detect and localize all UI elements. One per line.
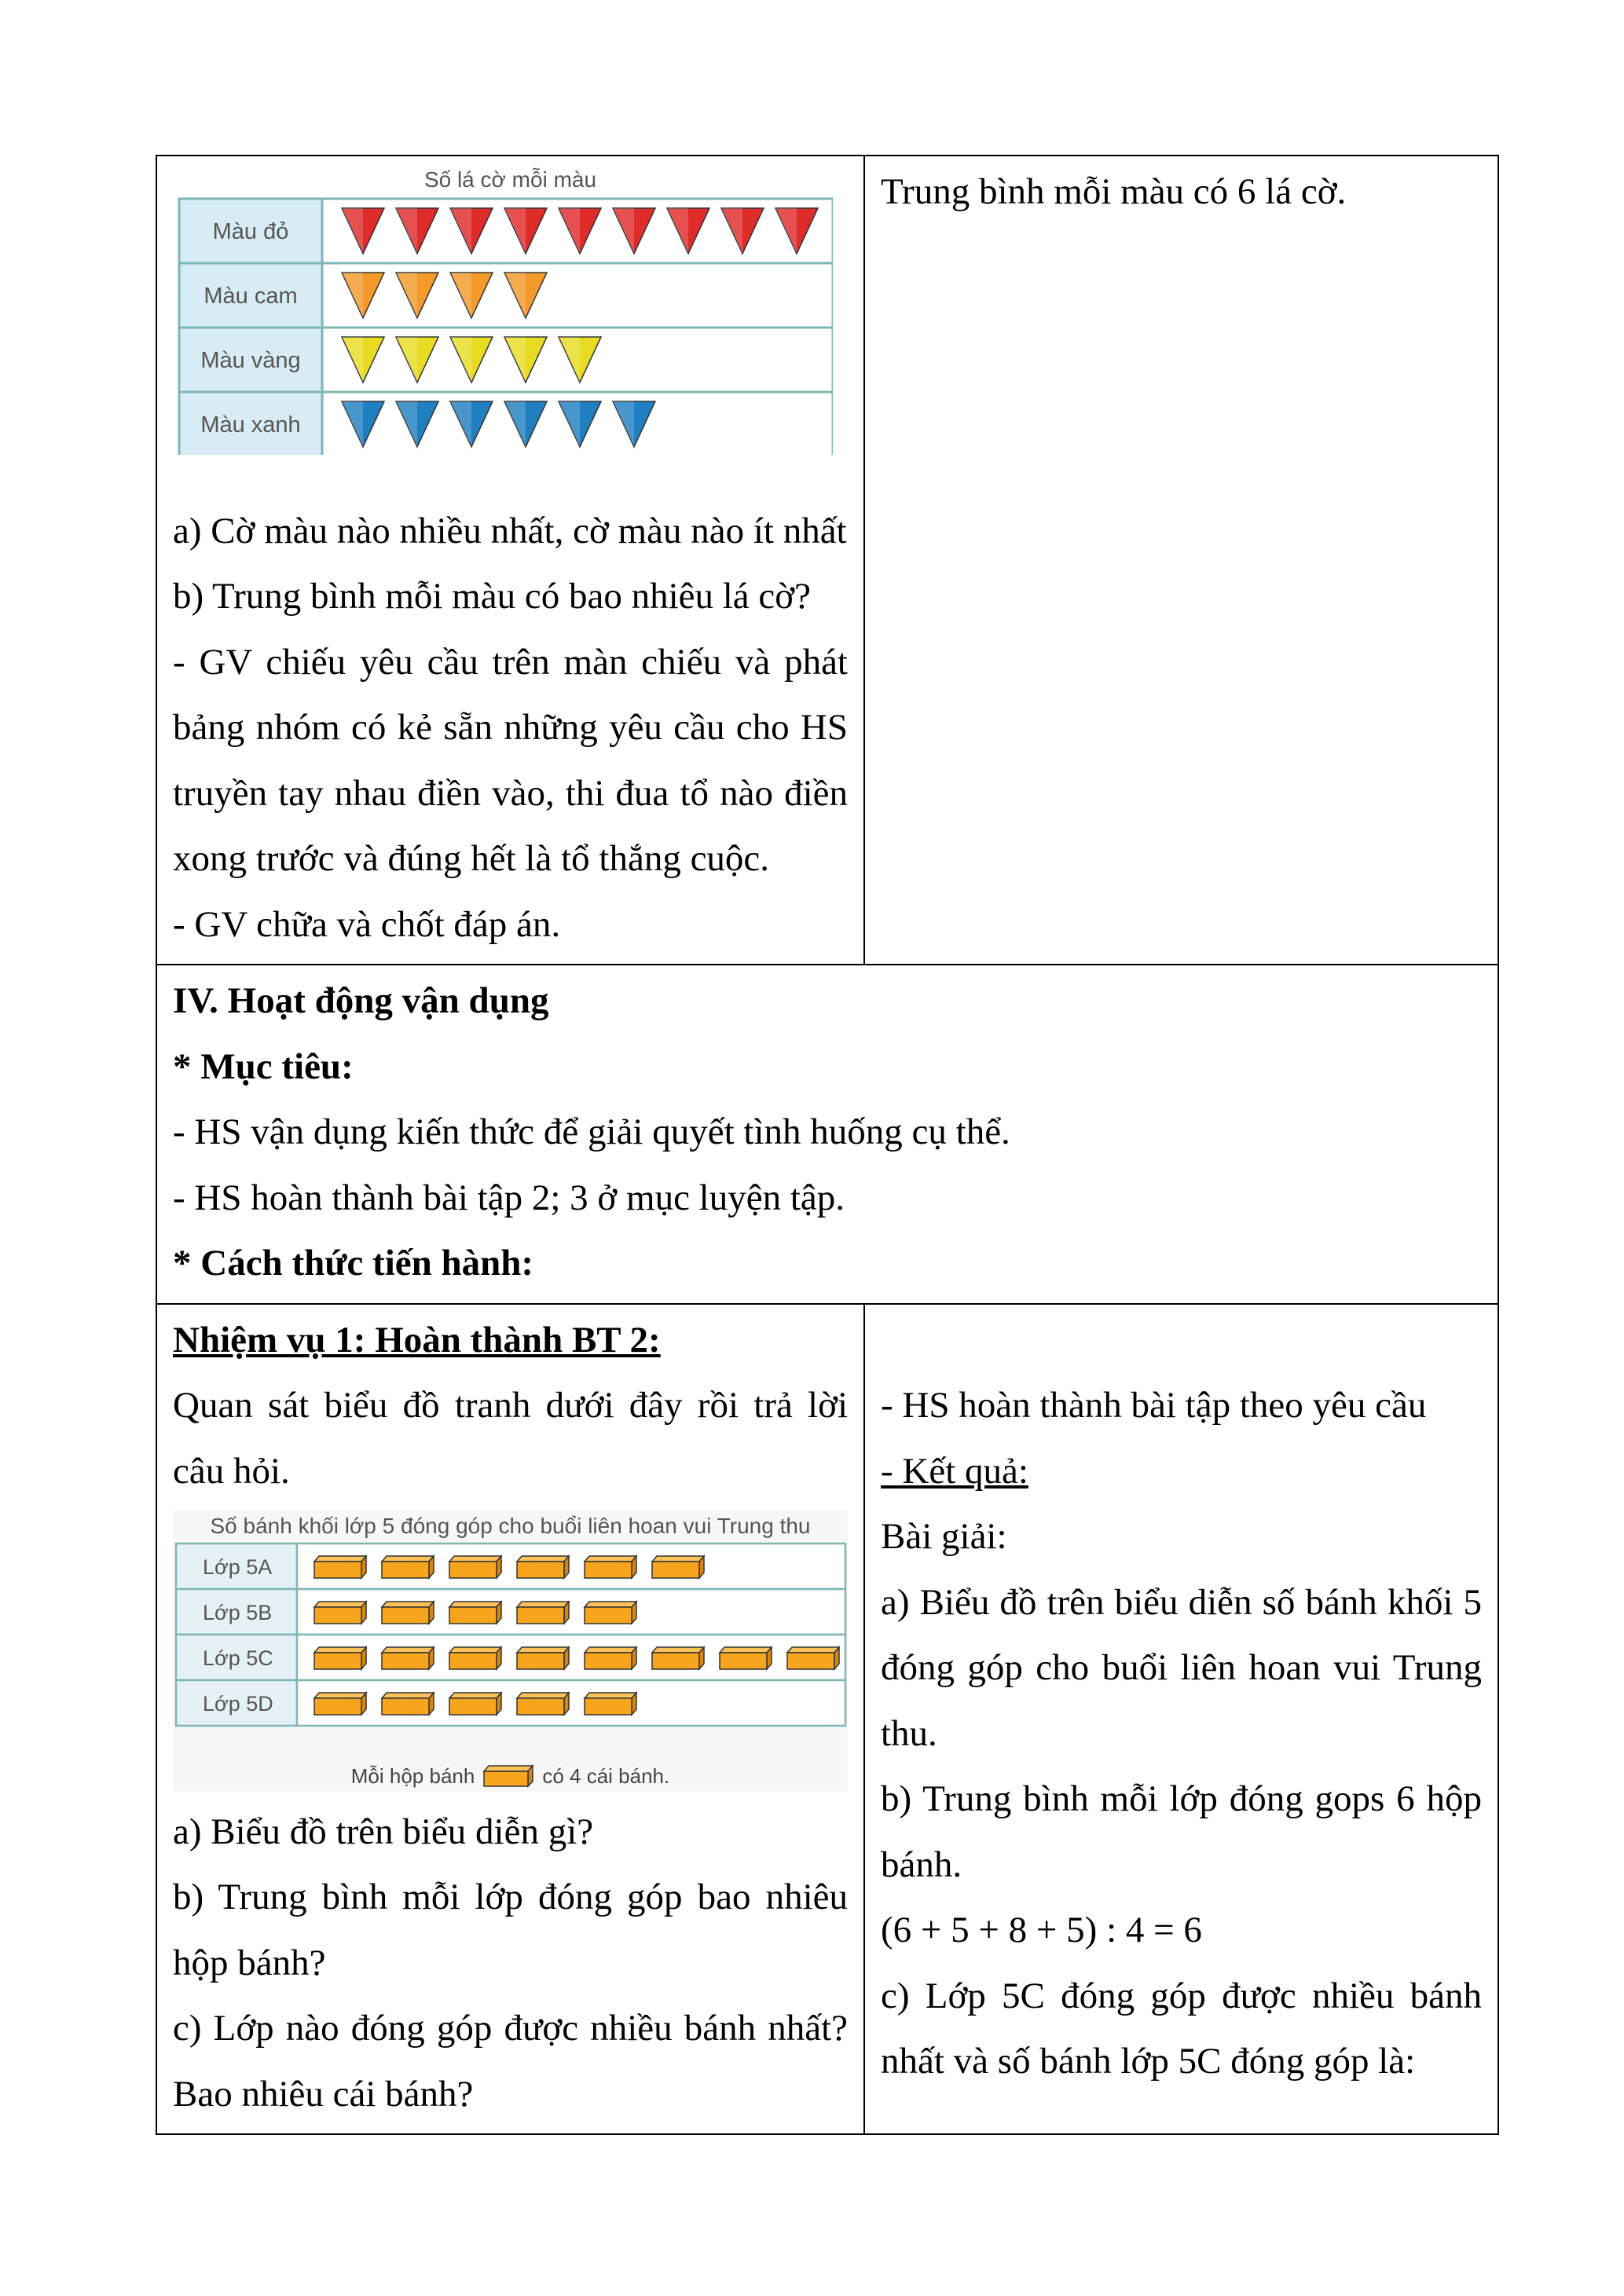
flag-answer: Trung bình mỗi màu có 6 lá cờ. bbox=[881, 171, 1347, 212]
cake-box-mark bbox=[314, 1693, 366, 1715]
row-flag-exercise bbox=[156, 156, 1498, 965]
section-heading: IV. Hoạt động vận dụng bbox=[173, 980, 549, 1021]
note-after: có 4 cái bánh. bbox=[542, 1763, 670, 1788]
objective-item: - HS hoàn thành bài tập 2; 3 ở mục luyện tập. bbox=[173, 1177, 845, 1218]
cake-box-mark bbox=[314, 1556, 366, 1578]
cell-task-left bbox=[156, 1304, 864, 2135]
cake-box-mark bbox=[449, 1693, 501, 1715]
note-before: Mỗi hộp bánh bbox=[350, 1763, 475, 1788]
objective-item: - HS vận dụng kiến thức để giải quyết tình huống cụ thể. bbox=[173, 1111, 1010, 1152]
cake-row-label: Lớp 5D bbox=[203, 1692, 273, 1716]
cake-box-mark bbox=[652, 1556, 704, 1578]
cake-box-mark bbox=[382, 1602, 434, 1624]
cake-row-label: Lớp 5B bbox=[203, 1601, 273, 1624]
cake-box-mark bbox=[720, 1647, 772, 1669]
cake-row-area bbox=[297, 1589, 845, 1635]
teacher-conclusion: - GV chữa và chốt đáp án. bbox=[173, 903, 561, 945]
row-task-1 bbox=[156, 1304, 1498, 2135]
answer-c: c) Lớp 5C đóng góp được nhiều bánh nhất và số bánh lớp 5C đóng góp là: bbox=[881, 1975, 1482, 2082]
cake-box-mark bbox=[449, 1647, 501, 1669]
flag-row-label: Màu vàng bbox=[200, 348, 301, 373]
cell-teacher-activity bbox=[156, 156, 864, 965]
cake-box-mark bbox=[517, 1647, 569, 1669]
cake-box-mark bbox=[585, 1602, 636, 1624]
cake-row-label: Lớp 5C bbox=[203, 1646, 273, 1670]
cake-box-mark bbox=[787, 1647, 839, 1669]
task-intro: Quan sát biểu đồ tranh dưới đây rồi trả lời câu hỏi. bbox=[173, 1385, 848, 1492]
flag-row-label: Màu xanh bbox=[200, 412, 301, 438]
flag-chart bbox=[173, 164, 848, 477]
objective-label: * Mục tiêu: bbox=[173, 1045, 354, 1087]
student-task-line: - HS hoàn thành bài tập theo yêu cầu bbox=[881, 1385, 1427, 1426]
cell-section-iv bbox=[156, 965, 1498, 1304]
cake-box-mark bbox=[314, 1647, 366, 1669]
question-a: a) Cờ màu nào nhiều nhất, cờ màu nào ít nhất bbox=[173, 510, 847, 551]
cake-box-mark bbox=[517, 1693, 569, 1715]
lesson-table bbox=[156, 155, 1499, 2135]
calculation: (6 + 5 + 8 + 5) : 4 = 6 bbox=[881, 1910, 1202, 1950]
cake-box-mark bbox=[585, 1556, 636, 1578]
flag-row-label: Màu cam bbox=[203, 284, 298, 309]
flag-chart-title: Số lá cờ mỗi màu bbox=[423, 167, 597, 192]
answer-b: b) Trung bình mỗi lớp đóng gops 6 hộp bánh. bbox=[881, 1778, 1482, 1885]
cake-box-icon bbox=[482, 1764, 534, 1788]
cake-chart-svg bbox=[173, 1542, 849, 1738]
cake-box-mark bbox=[382, 1693, 434, 1715]
cake-box-mark bbox=[382, 1556, 434, 1578]
task-title: Nhiệm vụ 1: Hoàn thành BT 2: bbox=[173, 1319, 661, 1360]
flag-chart-svg bbox=[173, 196, 833, 455]
cake-box-mark bbox=[585, 1693, 636, 1715]
row-section-iv bbox=[156, 965, 1498, 1304]
cake-chart-note bbox=[173, 1760, 848, 1792]
task-question-c: c) Lớp nào đóng góp được nhiều bánh nhất? Bao nhiêu cái bánh? bbox=[173, 2008, 848, 2115]
flag-row-label: Màu đỏ bbox=[212, 219, 289, 244]
question-b: b) Trung bình mỗi màu có bao nhiêu lá cờ? bbox=[173, 576, 811, 617]
solution-label: Bài giải: bbox=[881, 1516, 1007, 1557]
cake-row-area bbox=[297, 1680, 845, 1726]
cake-box-mark bbox=[652, 1647, 704, 1669]
cake-chart bbox=[173, 1511, 848, 1792]
result-label: - Kết quả: bbox=[881, 1450, 1028, 1492]
cake-box-mark bbox=[517, 1556, 569, 1578]
cake-box-mark bbox=[517, 1602, 569, 1624]
cell-student-activity bbox=[864, 156, 1498, 965]
task-question-b: b) Trung bình mỗi lớp đóng góp bao nhiêu hộp bánh? bbox=[173, 1877, 848, 1983]
cake-box-mark bbox=[382, 1647, 434, 1669]
cake-box-mark bbox=[449, 1556, 501, 1578]
cake-chart-title: Số bánh khối lớp 5 đóng góp cho buổi liên hoan vui Trung thu bbox=[210, 1514, 811, 1538]
cake-row-area bbox=[297, 1543, 845, 1589]
task-question-a: a) Biểu đồ trên biểu diễn gì? bbox=[173, 1811, 594, 1852]
answer-a: a) Biểu đồ trên biểu diễn số bánh khối 5 đóng góp cho buổi liên hoan vui Trung thu. bbox=[881, 1581, 1482, 1754]
cell-task-right bbox=[864, 1304, 1498, 2135]
cake-box-mark bbox=[585, 1647, 636, 1669]
cake-box-mark bbox=[314, 1602, 366, 1624]
teacher-instruction: - GV chiếu yêu cầu trên màn chiếu và phát bảng nhóm có kẻ sẵn những yêu cầu cho HS truyền tay nhau điền vào, thi đua tổ nào điền xong trước và đúng hết là tổ thắng cuộc. bbox=[173, 641, 848, 879]
cake-box-mark bbox=[449, 1602, 501, 1624]
method-label: * Cách thức tiến hành: bbox=[173, 1243, 534, 1283]
cake-row-label: Lớp 5A bbox=[203, 1555, 273, 1579]
